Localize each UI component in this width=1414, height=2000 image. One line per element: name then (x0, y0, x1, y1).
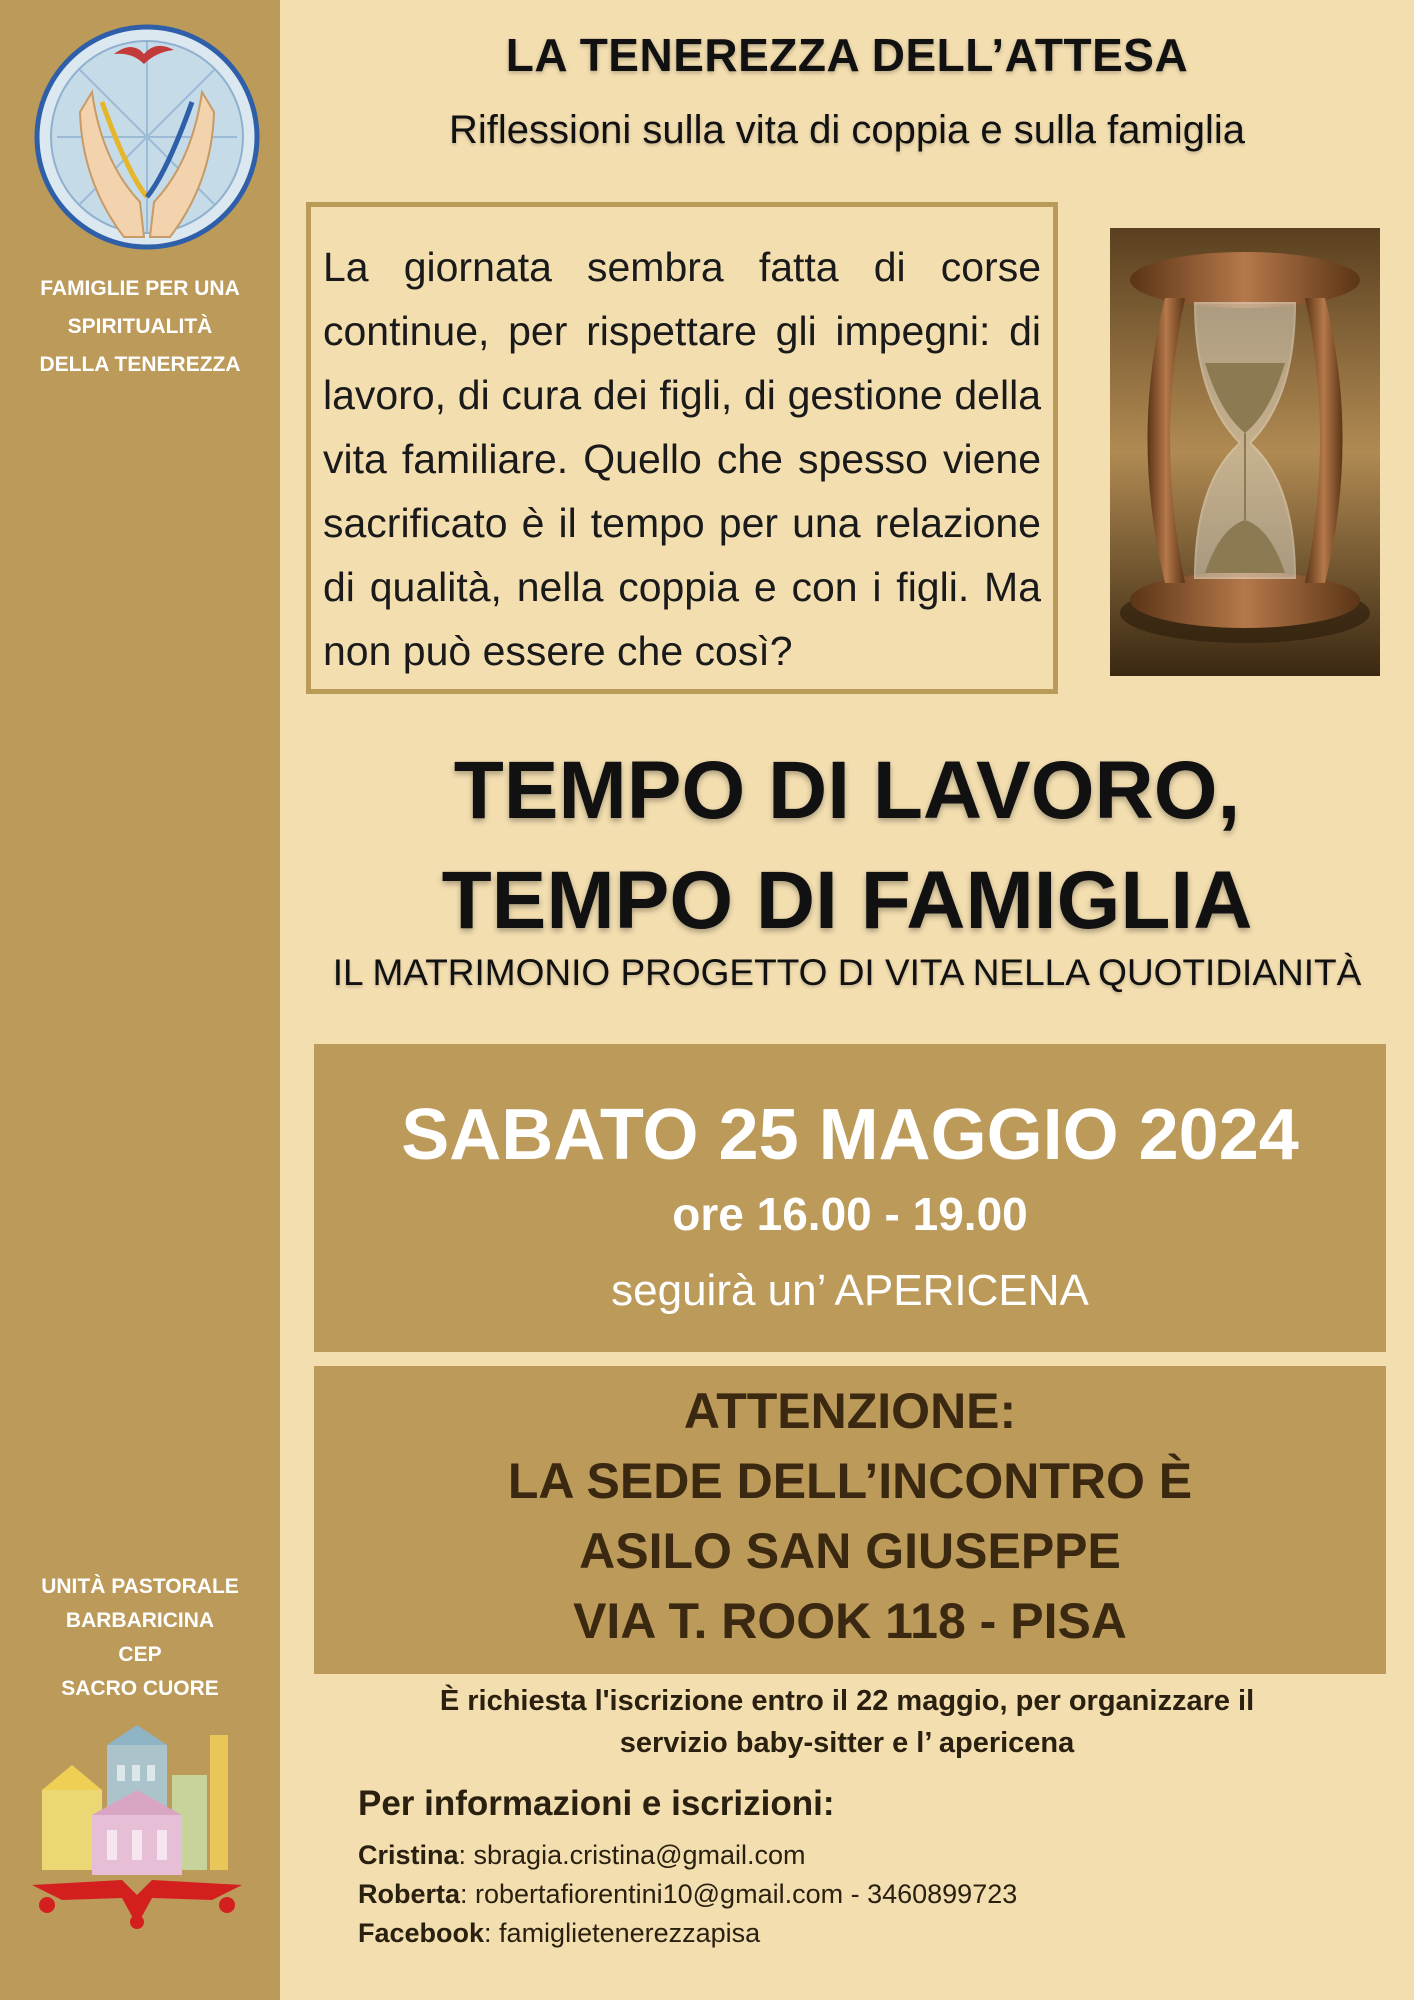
date-box (314, 1044, 1386, 1352)
event-time: ore 16.00 - 19.00 (672, 1188, 1028, 1240)
sidebar (0, 0, 280, 2000)
intro-box (306, 202, 1058, 694)
event-date: SABATO 25 MAGGIO 2024 (401, 1095, 1299, 1175)
contact-email-link[interactable]: : robertafiorentini10@gmail.com - 3460899723 (460, 1879, 1018, 1909)
main-content (280, 0, 1414, 2000)
event-heading-line: TEMPO DI LAVORO, (453, 745, 1241, 836)
event-heading-line: TEMPO DI FAMIGLIA (441, 855, 1253, 946)
registration-note (290, 1680, 1404, 1764)
page-subtitle: Riflessioni sulla vita di coppia e sulla famiglia (449, 108, 1245, 152)
org-name-line: SPIRITUALITÀ (67, 315, 213, 338)
contact-email-link[interactable]: : sbragia.cristina@gmail.com (458, 1840, 806, 1870)
churches-illustration-icon (22, 1720, 252, 1930)
page-title: LA TENEREZZA DELL’ATTESA (505, 29, 1189, 81)
venue-line: VIA T. ROOK 118 - PISA (573, 1593, 1127, 1649)
registration-note-line: È richiesta l'iscrizione entro il 22 maggio, per organizzare il (439, 1685, 1255, 1717)
org-name (20, 270, 260, 384)
praying-hands-logo-icon (32, 22, 262, 252)
event-heading (280, 736, 1414, 956)
contact-item (358, 1836, 1017, 1875)
registration-note-line: servizio baby-sitter e l’ apericena (619, 1727, 1075, 1759)
org-name-line: FAMIGLIE PER UNA (40, 277, 240, 300)
contact-item (358, 1875, 1017, 1914)
parish-name-line: SACRO CUORE (61, 1677, 219, 1700)
event-followup: seguirà un’ APERICENA (611, 1266, 1089, 1315)
parish-name-line: UNITÀ PASTORALE (41, 1575, 239, 1598)
intro-text: La giornata sembra fatta di corse continue, per rispettare gli impegni: di lavoro, di cura dei figli, di gestione della vita familiare. Quello che spesso viene sacrificato è il tempo per una relazione di qualità, nella coppia e con i figli. Ma non può essere che così? (323, 244, 1041, 674)
venue-line: ATTENZIONE: (683, 1383, 1017, 1439)
contacts-list (358, 1836, 1017, 1953)
contact-label: Cristina (358, 1840, 459, 1870)
contact-label: Facebook (358, 1918, 485, 1948)
venue-line: ASILO SAN GIUSEPPE (579, 1523, 1121, 1579)
contact-item (358, 1914, 1017, 1953)
hourglass-icon (1110, 228, 1380, 676)
parish-name (20, 1570, 260, 1706)
parish-name-line: BARBARICINA (65, 1609, 215, 1632)
contact-facebook-link[interactable]: : famiglietenerezzapisa (484, 1918, 761, 1948)
contact-label: Roberta (358, 1879, 461, 1909)
org-name-line: DELLA TENEREZZA (39, 353, 241, 376)
event-tagline: IL MATRIMONIO PROGETTO DI VITA NELLA QUOTIDIANITÀ (332, 952, 1362, 993)
contacts-heading: Per informazioni e iscrizioni: (358, 1784, 835, 1823)
venue-line: LA SEDE DELL’INCONTRO È (507, 1453, 1193, 1509)
venue-box (314, 1366, 1386, 1674)
parish-name-line: CEP (118, 1643, 162, 1666)
